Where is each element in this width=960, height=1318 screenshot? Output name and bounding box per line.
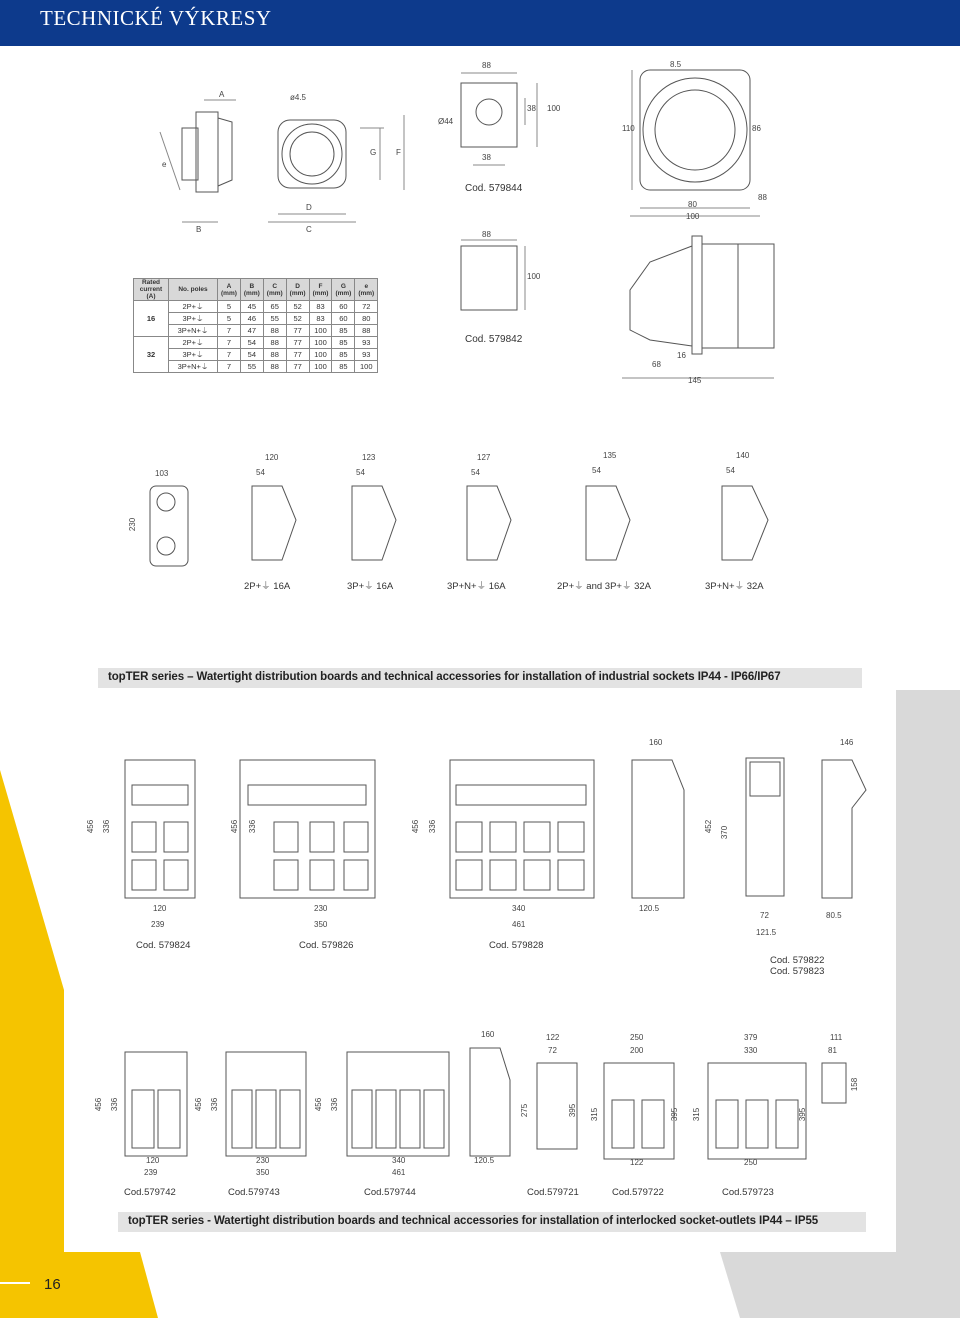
- r2b1-w1: 120: [146, 1156, 160, 1165]
- sv3-overall: 127: [477, 453, 491, 462]
- table-cell: 47: [240, 325, 263, 337]
- r2b1-w2: 239: [144, 1168, 158, 1177]
- r2a2-w2: 200: [630, 1046, 644, 1055]
- r2b2-w2: 350: [256, 1168, 270, 1177]
- r2b3-h2: 336: [330, 1097, 340, 1112]
- table-cell: 85: [332, 361, 355, 373]
- dim-e: e: [162, 160, 167, 169]
- table-cell: 7: [218, 337, 241, 349]
- boards-row-2: [125, 1048, 846, 1159]
- table-cell: 2P+⏚: [169, 301, 218, 313]
- r2b1-h1: 456: [94, 1097, 104, 1112]
- dimension-table: [133, 278, 378, 373]
- col-B: B (mm): [240, 279, 263, 301]
- r1b2-w2: 350: [314, 920, 328, 929]
- acc-cod-2: Cod. 579823: [770, 966, 825, 977]
- table-cell: 100: [309, 337, 332, 349]
- table-cell: 88: [263, 361, 286, 373]
- dim-phi45: ø4.5: [290, 93, 307, 102]
- cod-579844: Cod. 579844: [465, 183, 523, 194]
- table-cell: 54: [240, 349, 263, 361]
- dim-38-a: 38: [527, 104, 536, 113]
- table-cell: 77: [286, 349, 309, 361]
- r2b1-cod: Cod.579742: [124, 1187, 176, 1198]
- dim-100-a: 100: [547, 104, 561, 113]
- acc-w1: 72: [760, 911, 769, 920]
- table-row: [134, 301, 378, 313]
- r1b2-w1: 230: [314, 904, 328, 913]
- table-cell: 72: [355, 301, 378, 313]
- table-cell: 88: [355, 325, 378, 337]
- r2a2-w3: 122: [630, 1158, 644, 1167]
- dim-80: 80: [688, 200, 697, 209]
- r2b2-w1: 230: [256, 1156, 270, 1165]
- r1b2-cod: Cod. 579826: [299, 940, 354, 951]
- section-band-2-text: topTER series - Watertight distribution boards and technical accessories for installation of interlocked socket-outlets IP44 – IP55: [128, 1215, 819, 1227]
- r2b2-h1: 456: [194, 1097, 204, 1112]
- sv2-caption: 3P+⏚ 16A: [347, 581, 394, 592]
- r2a4-w2: 81: [828, 1046, 837, 1055]
- col-D: D (mm): [286, 279, 309, 301]
- socket-front-drawing: [268, 115, 404, 222]
- dim-86: 86: [752, 124, 761, 133]
- table-cell: 65: [263, 301, 286, 313]
- rated-current-cell: 16: [134, 301, 169, 337]
- rated-current-cell: 32: [134, 337, 169, 373]
- table-cell: 85: [332, 349, 355, 361]
- dim-88-b: 88: [482, 230, 491, 239]
- col-poles: No. poles: [169, 279, 218, 301]
- r2a3-h1: 315: [692, 1107, 702, 1122]
- dim-front-height: 230: [128, 517, 138, 532]
- r2a4-h1: 158: [850, 1077, 860, 1092]
- dim-88-a: 88: [482, 61, 491, 70]
- r2a3-w1: 379: [744, 1033, 758, 1042]
- acc-h1: 452: [704, 819, 714, 834]
- table-cell: 52: [286, 313, 309, 325]
- table-cell: 7: [218, 325, 241, 337]
- dim-100-c: 100: [686, 212, 700, 221]
- r2a3-w2: 330: [744, 1046, 758, 1055]
- section-band-1-text: topTER series – Watertight distribution boards and technical accessories for installation of industrial sockets IP44 - IP66/IP67: [108, 671, 781, 683]
- r2b2-h2: 336: [210, 1097, 220, 1112]
- dim-100-b: 100: [527, 272, 541, 281]
- sv4-caption: 2P+⏚ and 3P+⏚ 32A: [557, 581, 652, 592]
- table-cell: 3P+N+⏚: [169, 325, 218, 337]
- dim-110: 110: [622, 124, 635, 133]
- r2b3-h1: 456: [314, 1097, 324, 1112]
- table-cell: 100: [309, 349, 332, 361]
- table-row: [134, 337, 378, 349]
- r2a2-w1: 250: [630, 1033, 644, 1042]
- table-cell: 52: [286, 301, 309, 313]
- r1-side-bottom: 120.5: [639, 904, 660, 913]
- col-G: G (mm): [332, 279, 355, 301]
- r2a3-w3: 250: [744, 1158, 758, 1167]
- sv4-inner: 54: [592, 466, 601, 475]
- dim-B: B: [196, 225, 202, 234]
- dim-phi44: Ø44: [438, 117, 454, 126]
- dim-C: C: [306, 225, 312, 234]
- table-cell: 60: [332, 301, 355, 313]
- dim-68: 68: [652, 360, 661, 369]
- table-cell: 55: [263, 313, 286, 325]
- table-cell: 85: [332, 325, 355, 337]
- table-cell: 5: [218, 313, 241, 325]
- dim-D: D: [306, 203, 312, 212]
- table-cell: 100: [309, 325, 332, 337]
- table-cell: 77: [286, 325, 309, 337]
- r1b2-h2: 336: [248, 819, 258, 834]
- dim-145: 145: [688, 376, 702, 385]
- r1b1-h1: 456: [86, 819, 96, 834]
- table-row: [134, 325, 378, 337]
- r2a2-h1: 315: [590, 1107, 600, 1122]
- table-cell: 46: [240, 313, 263, 325]
- table-cell: 80: [355, 313, 378, 325]
- table-row: [134, 361, 378, 373]
- cod-579842: Cod. 579842: [465, 334, 523, 345]
- table-cell: 5: [218, 301, 241, 313]
- r2b3-w2: 461: [392, 1168, 406, 1177]
- r2b2-cod: Cod.579743: [228, 1187, 280, 1198]
- r1b1-w1: 120: [153, 904, 167, 913]
- dim-38-b: 38: [482, 153, 491, 162]
- sv2-inner: 54: [356, 468, 365, 477]
- r2a3-cod: Cod.579723: [722, 1187, 774, 1198]
- table-cell: 55: [240, 361, 263, 373]
- r2b3-cod: Cod.579744: [364, 1187, 416, 1198]
- dim-8-5: 8.5: [670, 60, 682, 69]
- sv1-inner: 54: [256, 468, 265, 477]
- r1b1-cod: Cod. 579824: [136, 940, 191, 951]
- table-cell: 3P+⏚: [169, 313, 218, 325]
- dim-A: A: [219, 90, 225, 99]
- sv3-inner: 54: [471, 468, 480, 477]
- table-row: [134, 349, 378, 361]
- sv3-caption: 3P+N+⏚ 16A: [447, 581, 506, 592]
- acc-w2: 121.5: [756, 928, 777, 937]
- socket-side-drawing: [160, 100, 236, 222]
- table-cell: 88: [263, 337, 286, 349]
- r1b3-h1: 456: [411, 819, 421, 834]
- table-cell: 88: [263, 349, 286, 361]
- table-cell: 3P+⏚: [169, 349, 218, 361]
- socket-profile-row: [150, 486, 768, 566]
- r2a2-h2: 395: [670, 1107, 680, 1122]
- table-cell: 93: [355, 349, 378, 361]
- cutout-579842-drawing: [461, 240, 525, 310]
- r1b3-w2: 461: [512, 920, 526, 929]
- section-band-2: [118, 1212, 866, 1232]
- r1b3-w1: 340: [512, 904, 526, 913]
- large-socket-front-drawing: [630, 70, 760, 216]
- table-cell: 60: [332, 313, 355, 325]
- r2a4-w1: 111: [830, 1033, 843, 1042]
- section-band-1: [98, 668, 862, 688]
- col-A: A (mm): [218, 279, 241, 301]
- r1b1-h2: 336: [102, 819, 112, 834]
- table-cell: 100: [355, 361, 378, 373]
- page-title: TECHNICKÉ VÝKRESY: [40, 6, 272, 30]
- sv5-caption: 3P+N+⏚ 32A: [705, 581, 764, 592]
- r2a1-w2: 72: [548, 1046, 557, 1055]
- dim-G: G: [370, 148, 377, 157]
- dim-88-c: 88: [758, 193, 767, 202]
- r1b2-h1: 456: [230, 819, 240, 834]
- r1b1-w2: 239: [151, 920, 165, 929]
- table-header-row: [134, 279, 378, 301]
- table-cell: 3P+N+⏚: [169, 361, 218, 373]
- table-cell: 100: [309, 361, 332, 373]
- table-cell: 7: [218, 361, 241, 373]
- r1-side-top: 160: [649, 738, 663, 747]
- r2a3-h2: 395: [798, 1107, 808, 1122]
- dim-front-width: 103: [155, 469, 169, 478]
- col-F: F (mm): [309, 279, 332, 301]
- r2a1-h1: 275: [520, 1103, 530, 1118]
- sv2-overall: 123: [362, 453, 376, 462]
- r2a1-cod: Cod.579721: [527, 1187, 579, 1198]
- table-cell: 83: [309, 313, 332, 325]
- r1b3-cod: Cod. 579828: [489, 940, 544, 951]
- col-current: Rated current (A): [134, 279, 169, 301]
- sv1-caption: 2P+⏚ 16A: [244, 581, 291, 592]
- table-cell: 88: [263, 325, 286, 337]
- table-cell: 85: [332, 337, 355, 349]
- table-cell: 83: [309, 301, 332, 313]
- r2-side-top: 160: [481, 1030, 495, 1039]
- large-socket-side-drawing: [622, 236, 774, 378]
- col-e: e (mm): [355, 279, 378, 301]
- acc-cod-1: Cod. 579822: [770, 955, 825, 966]
- sv1-overall: 120: [265, 453, 279, 462]
- acc-side-bottom: 80.5: [826, 911, 842, 920]
- table-cell: 77: [286, 361, 309, 373]
- table-cell: 54: [240, 337, 263, 349]
- table-cell: 77: [286, 337, 309, 349]
- table-cell: 45: [240, 301, 263, 313]
- r2b3-w1: 340: [392, 1156, 406, 1165]
- acc-side-top: 146: [840, 738, 854, 747]
- table-cell: 7: [218, 349, 241, 361]
- sv4-overall: 135: [603, 451, 617, 460]
- dim-16: 16: [677, 351, 686, 360]
- table-cell: 2P+⏚: [169, 337, 218, 349]
- sv5-inner: 54: [726, 466, 735, 475]
- r2-side-bottom: 120.5: [474, 1156, 495, 1165]
- col-C: C (mm): [263, 279, 286, 301]
- r2a2-cod: Cod.579722: [612, 1187, 664, 1198]
- dim-F: F: [396, 148, 401, 157]
- table-cell: 93: [355, 337, 378, 349]
- r2a1-w1: 122: [546, 1033, 560, 1042]
- r1b3-h2: 336: [428, 819, 438, 834]
- r2a1-h2: 395: [568, 1103, 578, 1118]
- sv5-overall: 140: [736, 451, 750, 460]
- table-row: [134, 313, 378, 325]
- table-body: [134, 301, 378, 373]
- page-number: 16: [44, 1276, 61, 1293]
- r2b1-h2: 336: [110, 1097, 120, 1112]
- acc-h2: 370: [720, 825, 730, 840]
- cutout-579844-drawing: [461, 73, 537, 165]
